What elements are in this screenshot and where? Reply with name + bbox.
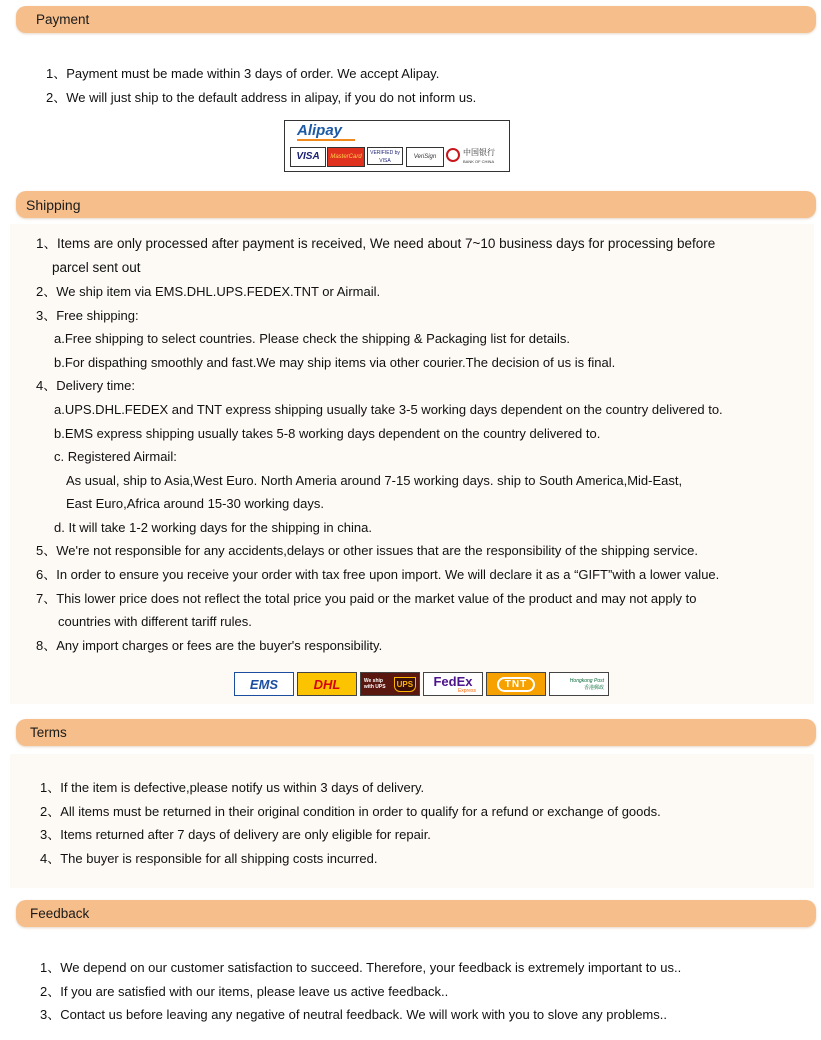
- dhl-label: DHL: [313, 676, 341, 692]
- feedback-item: 2、If you are satisfied with our items, please leave us active feedback..: [40, 984, 449, 999]
- payment-logos: [284, 120, 510, 172]
- visa-logo: VISA: [290, 147, 326, 167]
- bank-of-china-logo: 中国银行: [463, 148, 495, 157]
- ems-label: EMS: [249, 676, 279, 692]
- shipping-line: c. Registered Airmail:: [54, 449, 177, 464]
- shipping-header: [16, 191, 816, 218]
- shipping-line: As usual, ship to Asia,West Euro. North Ameria around 7-15 working days. ship to South America,Mid-East,: [66, 473, 683, 488]
- shipping-line: 6、In order to ensure you receive your order with tax free upon import. We will declare it as a “GIFT”with a lower value.: [36, 567, 720, 582]
- shipping-line: a.Free shipping to select countries. Please check the shipping & Packaging list for details.: [54, 331, 570, 346]
- fedex-sub: Express: [457, 687, 476, 694]
- ups-shield-icon: UPS: [394, 677, 416, 692]
- feedback-header: [16, 900, 816, 927]
- dhl-logo: [297, 672, 357, 696]
- bank-of-china-sub: BANK OF CHINA: [463, 159, 495, 164]
- payment-section: [0, 0, 821, 180]
- shipping-line: 7、This lower price does not reflect the total price you paid or the market value of the product and may not apply to: [36, 591, 697, 606]
- shipping-section: [0, 184, 821, 704]
- hongkong-post-logo: [549, 672, 609, 696]
- payment-item: 2、We will just ship to the default address in alipay, if you do not inform us.: [46, 90, 477, 105]
- ups-logo: [360, 672, 420, 696]
- shipping-title: Shipping: [26, 197, 81, 213]
- shipping-line: 5、We're not responsible for any accidents,delays or other issues that are the responsibility of the shipping service.: [36, 543, 698, 558]
- shipping-line: parcel sent out: [52, 260, 141, 275]
- terms-item: 3、Items returned after 7 days of delivery are only eligible for repair.: [40, 827, 431, 842]
- payment-title: Payment: [36, 12, 90, 27]
- shipping-line: a.UPS.DHL.FEDEX and TNT express shipping usually take 3-5 working days dependent on the country delivered to.: [54, 402, 723, 417]
- verisign-logo: VeriSign: [406, 147, 444, 167]
- tnt-label: TNT: [497, 677, 535, 692]
- alipay-underline: [297, 139, 355, 141]
- verified-visa-logo: VERIFIED by VISA: [367, 147, 403, 165]
- shipping-line: b.EMS express shipping usually takes 5-8 working days dependent on the country delivered to.: [54, 426, 601, 441]
- ems-logo: [234, 672, 294, 696]
- mastercard-logo: MasterCard: [327, 147, 365, 167]
- payment-item: 1、Payment must be made within 3 days of order. We accept Alipay.: [46, 66, 440, 81]
- feedback-title: Feedback: [30, 906, 90, 921]
- shipping-line: countries with different tariff rules.: [58, 614, 252, 629]
- carrier-logos: [234, 672, 609, 696]
- feedback-item: 1、We depend on our customer satisfaction to succeed. Therefore, your feedback is extremely important to us..: [40, 960, 682, 975]
- shipping-line: East Euro,Africa around 15-30 working days.: [66, 496, 324, 511]
- shipping-line: 4、Delivery time:: [36, 378, 135, 393]
- terms-item: 4、The buyer is responsible for all shipping costs incurred.: [40, 851, 378, 866]
- shipping-line: 8、Any import charges or fees are the buyer's responsibility.: [36, 638, 383, 653]
- terms-item: 2、All items must be returned in their original condition in order to qualify for a refund or exchange of goods.: [40, 804, 661, 819]
- alipay-logo: Alipay: [297, 122, 343, 139]
- shipping-line: b.For dispathing smoothly and fast.We may ship items via other courier.The decision of us is final.: [54, 355, 616, 370]
- shipping-line: 3、Free shipping:: [36, 308, 139, 323]
- shipping-line: 2、We ship item via EMS.DHL.UPS.FEDEX.TNT or Airmail.: [36, 284, 381, 299]
- terms-body: [10, 754, 814, 888]
- payment-header: [16, 6, 816, 33]
- terms-title: Terms: [30, 725, 67, 740]
- hongkong-post-cn: 香港郵政: [583, 684, 604, 691]
- feedback-item: 3、Contact us before leaving any negative of neutral feedback. We will work with you to slove any problems..: [40, 1007, 667, 1022]
- fedex-label: FedEx: [433, 673, 473, 689]
- feedback-section: [0, 896, 821, 1040]
- ups-text: We ship with UPS: [363, 678, 386, 690]
- shipping-line: d. It will take 1-2 working days for the shipping in china.: [54, 520, 372, 535]
- terms-header: [16, 719, 816, 746]
- bank-of-china-icon: [446, 148, 460, 162]
- fedex-logo: [423, 672, 483, 696]
- terms-section: [0, 714, 821, 890]
- tnt-logo: [486, 672, 546, 696]
- shipping-line: 1、Items are only processed after payment is received, We need about 7~10 business days for processing before: [36, 236, 716, 251]
- hongkong-post-label: Hongkong Post: [569, 677, 604, 684]
- terms-item: 1、If the item is defective,please notify us within 3 days of delivery.: [40, 780, 425, 795]
